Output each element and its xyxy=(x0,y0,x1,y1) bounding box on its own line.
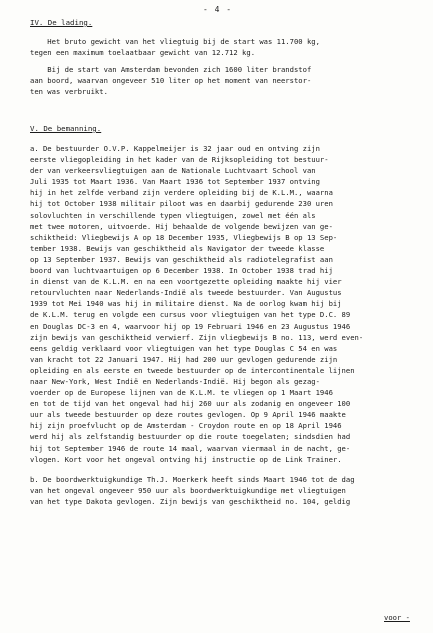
text-line: werd hij als zelfstandig bestuurder op die route toegelaten; sindsdien had xyxy=(30,432,351,442)
section-v-paragraph-a xyxy=(30,143,420,465)
text-line: vlogen. Kort voor het ongeval ontving hij instructie op de Link Trainer. xyxy=(30,454,342,464)
text-line: van het type Dakota gevlogen. Zijn bewijs van geschiktheid no. 104, geldig xyxy=(30,497,351,507)
text-line: hij tot September 1946 de route 14 maal, waarvan viermaal in de nacht, ge- xyxy=(30,443,351,453)
text-line: naar New-York, West Indië en Nederlands-Indië. Hij begon als gezag- xyxy=(30,376,320,386)
text-line: van kracht tot 22 Januari 1947. Hij had 200 uur gevlogen gedurende zijn xyxy=(30,354,338,364)
text-line: ten was verbruikt. xyxy=(30,87,108,97)
text-line: schiktheid: Vliegbewijs A op 18 December 1935, Vliegbewijs B op 13 Sep- xyxy=(30,232,338,242)
text-line: hij zijn proefvlucht op de Amsterdam - Croydon route en op 18 April 1946 xyxy=(30,421,342,431)
text-line: 1939 tot Mei 1940 was hij in militaire dienst. Na de oorlog kwam hij bij xyxy=(30,299,342,309)
text-line: in dienst van de K.L.M. en na een voortgezette opleiding maakte hij vier xyxy=(30,277,342,287)
text-line: op 13 September 1937. Bewijs van geschiktheid als radiotelegrafist aan xyxy=(30,254,333,264)
text-line: voerder op de Europese lijnen van de K.L.M. te vliegen op 1 Maart 1946 xyxy=(30,388,333,398)
text-line: a. De bestuurder O.V.P. Kappelmeijer is 32 jaar oud en ontving zijn xyxy=(30,144,320,153)
text-line: met twee motoren, uitvoerde. Hij behaalde de volgende bewijzen van ge- xyxy=(30,221,333,231)
page-number: - 4 - xyxy=(203,5,233,14)
text-line: der van verkeersvliegtuigen aan de Nationale Luchtvaart School van xyxy=(30,166,316,176)
section-v-paragraph-b xyxy=(30,474,420,507)
text-line: zijn bewijs van geschiktheid verwierf. Zijn vliegbewijs B no. 113, werd even- xyxy=(30,332,364,342)
text-line: boord van luchtvaartuigen op 6 December 1938. In October 1938 trad hij xyxy=(30,266,333,276)
text-line: hij in het zelfde verband zijn verdere opleiding bij de K.L.M., waarna xyxy=(30,188,333,198)
section-iv-heading: IV. De lading. xyxy=(30,18,93,27)
text-line: Bij de start van Amsterdam bevonden zich 1600 liter brandstof xyxy=(30,65,312,75)
text-line: eens geldig verklaard voor vliegtuigen van het type Douglas C 54 en was xyxy=(30,343,338,353)
text-line: Juli 1935 tot Maart 1936. Van Maart 1936 tot September 1937 ontving xyxy=(30,177,320,187)
text-line: tember 1938. Bewijs van geschiktheid als Navigator der tweede klasse xyxy=(30,243,325,253)
text-line: en tot de tijd van het ongeval had hij 260 uur als zodanig en ongeveer 100 xyxy=(30,399,351,409)
section-iv-paragraph xyxy=(30,36,420,97)
text-line: van het ongeval ongeveer 950 uur als boordwerktuigkundige met vliegtuigen xyxy=(30,486,346,496)
text-line: b. De boordwerktuigkundige Th.J. Moerkerk heeft sinds Maart 1946 tot de dag xyxy=(30,475,355,484)
text-line: de K.L.M. terug en volgde een cursus voor vliegtuigen van het type D.C. 89 xyxy=(30,310,351,320)
continuation-marker: voor - xyxy=(384,613,410,622)
text-line: uur als tweede bestuurder op deze routes gevlogen. Op 9 April 1946 maakte xyxy=(30,410,346,420)
text-line: Het bruto gewicht van het vliegtuig bij de start was 11.700 kg, xyxy=(30,37,320,46)
text-line: retourvluchten naar Nederlands-Indië als tweede bestuurder. Van Augustus xyxy=(30,288,342,298)
text-line: tegen een maximum toelaatbaar gewicht van 12.712 kg. xyxy=(30,48,256,58)
text-line: aan boord, waarvan ongeveer 510 liter op het moment van neerstor- xyxy=(30,76,312,86)
text-line: opleiding en als eerste en tweede bestuurder op de intercontinentale lijnen xyxy=(30,365,355,375)
text-line: hij tot October 1938 militair piloot was en daarbij gedurende 230 uren xyxy=(30,199,333,209)
text-line: solovluchten in verschillende typen vliegtuigen, zowel met één als xyxy=(30,210,316,220)
section-v-heading: V. De bemanning. xyxy=(30,124,102,133)
text-line: eerste vliegopleiding in het kader van de Rijksopleiding tot bestuur- xyxy=(30,155,329,165)
text-line: en Douglas DC-3 en 4, waarvoor hij op 19 Februari 1946 en 23 Augustus 1946 xyxy=(30,321,351,331)
